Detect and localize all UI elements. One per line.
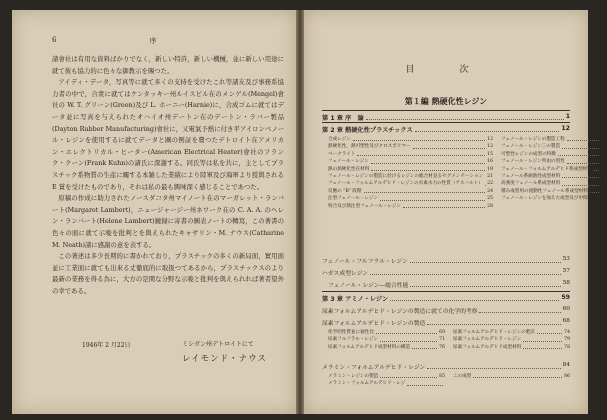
toc-entry: メラミン・フォルムアルデヒド・レジン 84: [322, 362, 570, 371]
dot-leader: [371, 166, 485, 171]
toc-entry-title: 反應の "B" 段階: [328, 188, 362, 194]
page-number: 6: [52, 36, 57, 44]
toc-entry-title: フェノール・レジン所由の別性: [501, 159, 565, 165]
toc-entry: [328, 173, 493, 180]
toc-column-right: [453, 329, 570, 351]
dot-leader: [567, 136, 599, 141]
toc-entry: [501, 143, 607, 150]
toc-entry-page: 15: [487, 151, 493, 157]
toc-column-left: [328, 373, 445, 388]
toc-column-left: [328, 329, 445, 351]
dot-leader: [380, 373, 437, 378]
toc-entry-title: メラミン・レジンの製造: [328, 374, 379, 379]
toc-entry: [501, 188, 607, 195]
preface-body: [52, 54, 284, 297]
dot-leader: [407, 380, 443, 385]
toc-entry-title: 熱硬化性，熱可塑性及びクロスポリマー: [328, 144, 411, 150]
dot-leader: [371, 158, 485, 163]
toc-entry-title: 注型フェノール・レジン: [328, 196, 378, 202]
toc-entry-title: 尿素フォルムアルデヒド・レジン: [453, 337, 522, 343]
dot-leader: [558, 151, 599, 156]
toc-entry: [453, 344, 570, 351]
toc-entry: [501, 180, 607, 187]
toc-entry-page: 38: [600, 144, 607, 150]
toc-entry-title: フェノール系耐熱性成型材料: [501, 174, 561, 180]
toc-entry: [501, 166, 607, 173]
toc-entry-title: 高強度フェノール系成型材料: [501, 181, 561, 187]
toc-entry: [501, 158, 607, 165]
preface-date: 1946年 2 月22日: [82, 342, 131, 349]
divider: [322, 291, 570, 292]
toc-entry-page: 12: [487, 144, 493, 150]
toc-entry: [328, 344, 445, 351]
toc-entry: フェノール・レジン―総合性能 58: [328, 280, 570, 289]
toc-entry: [328, 180, 493, 187]
toc-entry-page: 86: [564, 374, 570, 379]
dot-leader: [562, 173, 599, 178]
dot-leader: [403, 203, 485, 208]
toc-entry: [501, 195, 607, 202]
divider: [322, 122, 570, 123]
toc-column-right: [501, 136, 607, 210]
toc-entry-page: 51: [600, 196, 607, 202]
book-gutter: [296, 10, 304, 414]
dot-leader: [357, 151, 485, 156]
running-head: 序: [149, 37, 159, 45]
paragraph: アイディ・データ，写真等に就て多くの支持を受けたこれ等諸友及び事務系協力者の中で，合衆に就てはケンタッキー州ルイスビル在のメンゲル(Mengel)會社の W. T. グリーン(Green)及び L. ホーニー(Harnie)に，合成ゴムに就てはデータ並に写真を与えられたオハイオ州デートン在のデートン・ラバー製品(Dayton Rubber Manufacturing)會社に，又電氣予熱に付き平アイロンベノール・レジンを使用するに就てデータと圖の例証を賣つたデトロイト在アメリカン・エレクトリカル・ヒーター(American Electrical Heater)會社のフランク・クーン(Frank Kuhn)の諸氏に深謝する。同氏等は私を共に，主としてプラスチック系物質の生産に關する本雑した業績により陸軍及び海軍より授與される E 賞を受けたものであり，それは私の最も興味深く感じることであつた。: [52, 78, 284, 191]
toc-entry-title: 特合及び熱注型フェノール・レジン: [328, 203, 401, 209]
toc-entry-page: 25: [487, 196, 493, 202]
toc-chapter-1: 第 1 章 序 論 1: [322, 113, 570, 122]
toc-entry: [328, 380, 445, 387]
part-heading: 第１編 熱硬化性レジン: [404, 97, 488, 106]
toc-entry-page: 28: [487, 203, 493, 209]
dot-leader: [364, 188, 486, 193]
toc-entry-page: 46: [600, 174, 607, 180]
toc-entry-title: 化学的性質並に通性比: [328, 330, 374, 335]
dot-leader: [380, 336, 437, 341]
toc-entry: [501, 173, 607, 180]
toc-title: 目 次: [405, 65, 487, 75]
dot-leader: [523, 336, 562, 341]
dot-leader: [413, 143, 486, 148]
dot-leader: [376, 329, 437, 334]
toc-entry-title: フェノール・レジンの製造に於けるレジンの総合材見るセグメンテーション: [328, 174, 484, 180]
toc-entry-page: 19: [487, 166, 493, 172]
toc-entry-page: 76: [439, 344, 445, 350]
toc-entry-title: フェノール・レジン: [328, 159, 369, 165]
toc-entry-title: 可塑性レジンの成型の特徴: [501, 151, 556, 157]
dot-leader: [523, 344, 562, 349]
right-page: [304, 10, 607, 414]
toc-entry: [453, 373, 570, 380]
toc-chapter-3: 第 3 章 アミノ・レジン 59: [322, 294, 570, 303]
toc-entry: ハガス成型レジン 57: [322, 268, 570, 277]
toc-entry-page: 40: [600, 151, 607, 157]
toc-entry-title: 尿素フォルムアルデヒド成型材料の構造: [328, 344, 411, 350]
toc-entry-page: 71: [439, 337, 445, 343]
paragraph: 諸會社は有用な資料ばかりでなく，新しい特許，新しい機械，並に新しい用途に就て彼も協力的に色々な御教示を賜つた。: [52, 55, 284, 75]
toc-ch2-columns: [328, 136, 607, 210]
toc-entry: [328, 336, 445, 343]
toc-entry-title: 尿素フォルムアルデヒド・レジンの肥沃: [453, 330, 535, 335]
toc-column-left: [328, 136, 493, 210]
preface-author: レイモンド・ナウス: [182, 354, 267, 364]
toc-entry-title: フェノール・レジンを加えた成型及び中間質の: [501, 196, 597, 202]
toc-entry-page: 79: [564, 337, 570, 343]
toc-entry: [328, 151, 493, 158]
toc-entry: [328, 373, 445, 380]
dot-leader: [353, 136, 485, 141]
toc-ch3-columns: [328, 329, 570, 351]
toc-entry-title: 熱の熱硬化性在材料: [328, 166, 370, 172]
toc-entry-page: 49: [600, 188, 607, 194]
toc-entry: フェノール・フルフラル・レジン 53: [322, 256, 570, 265]
toc-entry: [328, 203, 493, 210]
dot-leader: [412, 344, 437, 349]
toc-entry-page: 85: [439, 374, 445, 379]
toc-entry-page: 42: [600, 159, 607, 165]
toc-entry: [328, 143, 493, 150]
toc-entry-page: 44: [600, 166, 607, 172]
toc-entry-page: 24: [487, 188, 493, 194]
toc-entry-title: メラミン・フォルムアルデヒド・レジ: [328, 381, 406, 387]
preface-place: ミシガン州デトロイトにて: [182, 341, 254, 348]
toc-ch3-last-columns: [328, 373, 570, 388]
toc-entry-page: 22: [487, 181, 493, 187]
paragraph: 原稿の作成に助力されたノースダコタ州マイノート在のマーガレット・ランバート(Margaret Lambert)，ニュージャージー州ネワーク在の C. A. A. のヘレン・ランバート(Helene Lambert)鏡録に寄書の圖表ノートの轉寫，この著書の色々の面に就て示唆を批判とを與えられたキャサリン・M. ナウス(Catharine M. Neath)諸に感謝の意を表する。: [52, 194, 284, 249]
paragraph: この著述は多少長期的に書かれており，プラスチックの多くの新局面，實用面並に工業面に就ても出來る丈徹底的に取扱つてあるから，プラスチックスのより最新の業務を得る為に，大方の是関な分野な示唆と批判を與えられれば著者望外の幸である。: [52, 252, 284, 295]
toc-entry-title: 尿素フォルムアルデヒド成型材料: [453, 344, 522, 350]
toc-entry: [328, 166, 493, 173]
dot-leader: [562, 143, 599, 148]
toc-entry-page: 69: [439, 330, 445, 335]
toc-column-right: [453, 373, 570, 388]
toc-entry-title: フェノール・フォルムアルデヒド・レジンの水素水力の性質（アスハルト）: [328, 181, 483, 187]
toc-entry-page: 21: [487, 174, 493, 180]
toc-entry-page: 78: [564, 344, 570, 350]
toc-entry-page: 47: [600, 181, 607, 187]
dot-leader: [594, 166, 599, 171]
toc-entry-title: 尿素フルフラル・レジン: [328, 337, 378, 343]
dot-leader: [562, 180, 599, 185]
toc-entry: [501, 136, 607, 143]
toc-entry-title: 積み成型用の流動性フェノール系成型材料: [501, 188, 588, 194]
toc-entry: [328, 158, 493, 165]
toc-entry-title: 合成レジン: [328, 137, 351, 142]
toc-entry-title: フェノール・レジンの製造工程: [501, 137, 565, 142]
dot-leader: [380, 195, 485, 200]
toc-entry: [453, 329, 570, 336]
toc-entry: 尿素フォルムアルデヒド・レジンの製造 68: [322, 318, 570, 327]
toc-entry-title: フェノール・フォルムアルデヒド系成型材料: [501, 166, 592, 172]
toc-entry-page: 12: [487, 137, 493, 142]
toc-entry: [453, 336, 570, 343]
toc-entry: [501, 151, 607, 158]
dot-leader: [473, 373, 562, 378]
toc-entry-title: ベークライト: [328, 151, 356, 157]
toc-entry: [328, 329, 445, 336]
toc-chapter-2: 第 2 章 熱硬化性プラスチックス 12: [322, 125, 570, 134]
toc-entry-page: 74: [564, 330, 570, 335]
toc-entry-page: 16: [487, 159, 493, 165]
toc-entry: 尿素フォルムアルデヒド・レジンの製造に就ての化学的考察 60: [322, 306, 570, 315]
left-page: [12, 10, 296, 414]
dot-leader: [537, 329, 562, 334]
toc-entry-title: この成型: [453, 374, 472, 379]
toc-entry-page: 36: [600, 137, 607, 142]
toc-entry-title: フェノール・レジン三の製造: [501, 144, 561, 150]
dot-leader: [590, 188, 599, 193]
dot-leader: [567, 158, 599, 163]
toc-entry: [328, 188, 493, 195]
toc-entry: [328, 195, 493, 202]
toc-entry: [328, 136, 493, 143]
divider: [322, 110, 570, 111]
